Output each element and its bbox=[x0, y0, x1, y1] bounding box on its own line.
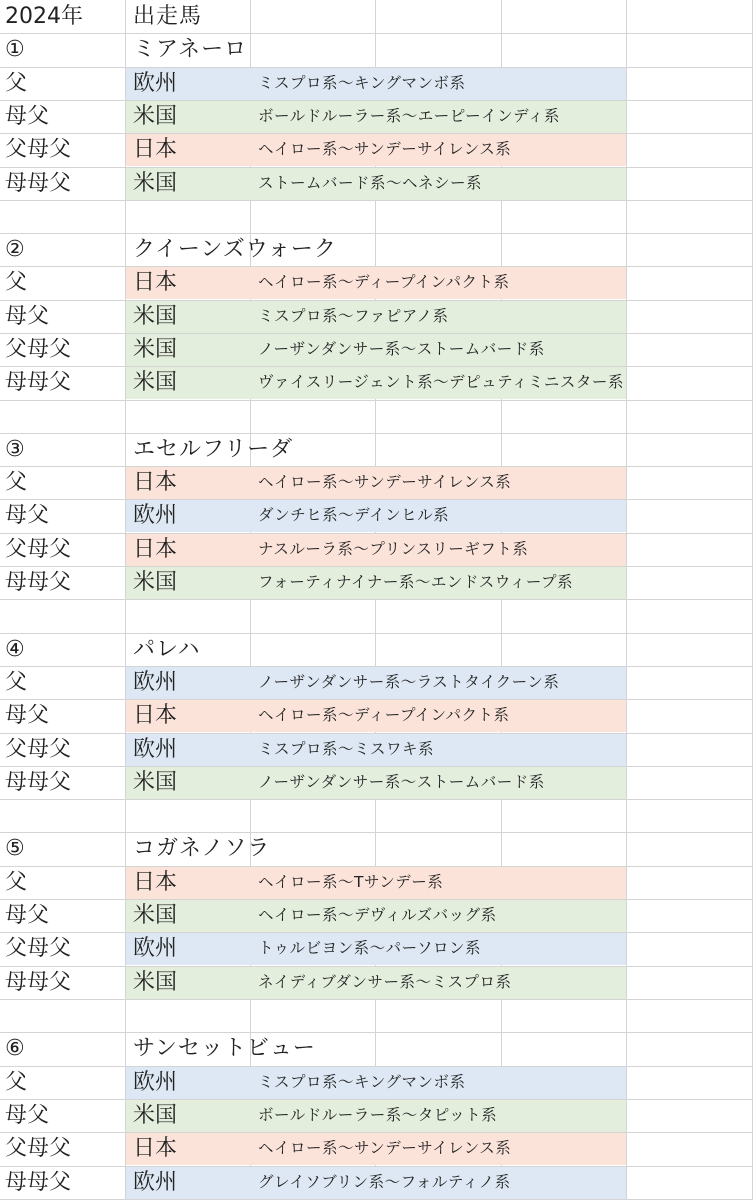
region-cell[interactable]: 米国 bbox=[133, 970, 178, 995]
region-cell[interactable]: 欧州 bbox=[133, 737, 178, 762]
pedigree-role-cell[interactable]: 父母父 bbox=[5, 737, 72, 762]
sire-line-cell[interactable]: ボールドルーラー系〜エーピーインディ系 bbox=[258, 107, 560, 125]
pedigree-row bbox=[0, 1132, 753, 1165]
sire-line-cell[interactable]: フォーティナイナー系〜エンドスウィープ系 bbox=[258, 573, 574, 591]
sire-line-cell[interactable]: ヘイロー系〜ディープインパクト系 bbox=[258, 273, 510, 291]
empty-spacer-row bbox=[0, 999, 753, 1032]
region-cell[interactable]: 米国 bbox=[133, 1103, 178, 1128]
sire-line-cell[interactable]: ヘイロー系〜デヴィルズバッグ系 bbox=[258, 906, 497, 924]
horse-number-cell[interactable]: ③ bbox=[5, 437, 25, 462]
pedigree-row bbox=[0, 966, 753, 999]
horse-name-cell[interactable]: クイーンズウォーク bbox=[133, 237, 337, 262]
year-cell[interactable]: 2024年 bbox=[5, 4, 83, 29]
horse-name-row bbox=[0, 1032, 753, 1065]
horse-name-cell[interactable]: パレハ bbox=[133, 637, 201, 662]
pedigree-row bbox=[0, 167, 753, 200]
pedigree-role-cell[interactable]: 母父 bbox=[5, 903, 50, 928]
empty-spacer-row bbox=[0, 200, 753, 233]
horse-name-cell[interactable]: サンセットビュー bbox=[133, 1036, 316, 1061]
horse-number-cell[interactable]: ② bbox=[5, 237, 25, 262]
pedigree-row bbox=[0, 466, 753, 499]
pedigree-role-cell[interactable]: 母父 bbox=[5, 1103, 50, 1128]
empty-spacer-row bbox=[0, 799, 753, 832]
pedigree-row bbox=[0, 566, 753, 599]
pedigree-row bbox=[0, 699, 753, 732]
pedigree-role-cell[interactable]: 母父 bbox=[5, 503, 50, 528]
pedigree-role-cell[interactable]: 母母父 bbox=[5, 770, 72, 795]
sire-line-cell[interactable]: ストームバード系〜ヘネシー系 bbox=[258, 174, 483, 192]
pedigree-role-cell[interactable]: 父母父 bbox=[5, 1136, 72, 1161]
sire-line-cell[interactable]: ミスプロ系〜ミスワキ系 bbox=[258, 740, 435, 758]
horse-number-cell[interactable]: ⑤ bbox=[5, 836, 25, 861]
pedigree-row bbox=[0, 766, 753, 799]
pedigree-row bbox=[0, 266, 753, 299]
horse-name-cell[interactable]: エセルフリーダ bbox=[133, 437, 294, 462]
empty-spacer-row bbox=[0, 599, 753, 632]
pedigree-row bbox=[0, 333, 753, 366]
region-cell[interactable]: 米国 bbox=[133, 770, 178, 795]
region-cell[interactable]: 欧州 bbox=[133, 503, 178, 528]
sire-line-cell[interactable]: ノーザンダンサー系〜ストームバード系 bbox=[258, 340, 545, 358]
pedigree-row bbox=[0, 499, 753, 532]
pedigree-role-cell[interactable]: 父母父 bbox=[5, 936, 72, 961]
sire-line-cell[interactable]: ヘイロー系〜サンデーサイレンス系 bbox=[258, 1139, 512, 1157]
region-cell[interactable]: 米国 bbox=[133, 171, 178, 196]
pedigree-role-cell[interactable]: 母母父 bbox=[5, 370, 72, 395]
region-cell[interactable]: 欧州 bbox=[133, 71, 178, 96]
sire-line-cell[interactable]: ヘイロー系〜サンデーサイレンス系 bbox=[258, 140, 512, 158]
region-cell[interactable]: 日本 bbox=[133, 1136, 178, 1161]
pedigree-role-cell[interactable]: 母父 bbox=[5, 304, 50, 329]
region-cell[interactable]: 米国 bbox=[133, 903, 178, 928]
pedigree-row bbox=[0, 1099, 753, 1132]
header-row bbox=[0, 0, 753, 33]
pedigree-row bbox=[0, 67, 753, 100]
horse-name-cell[interactable]: コガネノソラ bbox=[133, 836, 271, 861]
pedigree-role-cell[interactable]: 父 bbox=[5, 470, 28, 495]
pedigree-role-cell[interactable]: 父母父 bbox=[5, 137, 72, 162]
region-cell[interactable]: 欧州 bbox=[133, 1070, 178, 1095]
pedigree-row bbox=[0, 866, 753, 899]
region-cell[interactable]: 日本 bbox=[133, 270, 178, 295]
sire-line-cell[interactable]: ヘイロー系〜Tサンデー系 bbox=[258, 873, 444, 891]
sire-line-cell[interactable]: ミスプロ系〜キングマンボ系 bbox=[258, 74, 466, 92]
sire-line-cell[interactable]: ミスプロ系〜ファピアノ系 bbox=[258, 307, 449, 325]
pedigree-row bbox=[0, 533, 753, 566]
horse-name-row bbox=[0, 233, 753, 266]
region-cell[interactable]: 欧州 bbox=[133, 1170, 178, 1195]
sire-line-cell[interactable]: ヘイロー系〜ディープインパクト系 bbox=[258, 706, 510, 724]
pedigree-role-cell[interactable]: 母母父 bbox=[5, 970, 72, 995]
region-cell[interactable]: 欧州 bbox=[133, 936, 178, 961]
pedigree-role-cell[interactable]: 父母父 bbox=[5, 537, 72, 562]
pedigree-row bbox=[0, 1066, 753, 1099]
pedigree-role-cell[interactable]: 母母父 bbox=[5, 171, 72, 196]
sire-line-cell[interactable]: ネイディブダンサー系〜ミスプロ系 bbox=[258, 973, 512, 991]
horse-number-cell[interactable]: ⑥ bbox=[5, 1036, 25, 1061]
horse-number-cell[interactable]: ④ bbox=[5, 637, 25, 662]
pedigree-row bbox=[0, 899, 753, 932]
sire-line-cell[interactable]: ノーザンダンサー系〜ラストタイクーン系 bbox=[258, 673, 560, 691]
horse-number-cell[interactable]: ① bbox=[5, 37, 25, 62]
region-cell[interactable]: 日本 bbox=[133, 870, 178, 895]
region-cell[interactable]: 米国 bbox=[133, 370, 178, 395]
sire-line-cell[interactable]: ナスルーラ系〜プリンスリーギフト系 bbox=[258, 540, 529, 558]
horse-name-cell[interactable]: ミアネーロ bbox=[133, 37, 248, 62]
sire-line-cell[interactable]: ノーザンダンサー系〜ストームバード系 bbox=[258, 773, 545, 791]
sire-line-cell[interactable]: ヘイロー系〜サンデーサイレンス系 bbox=[258, 473, 512, 491]
pedigree-row bbox=[0, 733, 753, 766]
pedigree-role-cell[interactable]: 母母父 bbox=[5, 1170, 72, 1195]
horse-name-row bbox=[0, 832, 753, 865]
pedigree-role-cell[interactable]: 父 bbox=[5, 870, 28, 895]
region-cell[interactable]: 日本 bbox=[133, 470, 178, 495]
region-cell[interactable]: 日本 bbox=[133, 703, 178, 728]
region-cell[interactable]: 米国 bbox=[133, 304, 178, 329]
pedigree-row bbox=[0, 300, 753, 333]
pedigree-role-cell[interactable]: 母母父 bbox=[5, 570, 72, 595]
sire-line-cell[interactable]: ボールドルーラー系〜タピット系 bbox=[258, 1106, 498, 1124]
horse-name-row bbox=[0, 633, 753, 666]
pedigree-role-cell[interactable]: 父 bbox=[5, 270, 28, 295]
pedigree-role-cell[interactable]: 父母父 bbox=[5, 337, 72, 362]
pedigree-row bbox=[0, 100, 753, 133]
pedigree-row bbox=[0, 1166, 753, 1199]
sire-line-cell[interactable]: ダンチヒ系〜デインヒル系 bbox=[258, 506, 450, 524]
sire-line-cell[interactable]: ヴァイスリージェント系〜デピュティミニスター系 bbox=[258, 373, 624, 391]
region-cell[interactable]: 米国 bbox=[133, 337, 178, 362]
sire-line-cell[interactable]: グレイソブリン系〜フォルティノ系 bbox=[258, 1173, 511, 1191]
pedigree-row bbox=[0, 133, 753, 166]
empty-spacer-row bbox=[0, 400, 753, 433]
pedigree-role-cell[interactable]: 父 bbox=[5, 670, 28, 695]
sire-line-cell[interactable]: トゥルビヨン系〜パーソロン系 bbox=[258, 939, 481, 957]
region-cell[interactable]: 日本 bbox=[133, 137, 178, 162]
pedigree-row bbox=[0, 666, 753, 699]
region-cell[interactable]: 米国 bbox=[133, 570, 178, 595]
horse-name-row bbox=[0, 33, 753, 66]
pedigree-row bbox=[0, 932, 753, 965]
pedigree-role-cell[interactable]: 母父 bbox=[5, 703, 50, 728]
region-cell[interactable]: 日本 bbox=[133, 537, 178, 562]
pedigree-row bbox=[0, 366, 753, 399]
pedigree-role-cell[interactable]: 父 bbox=[5, 1070, 28, 1095]
region-cell[interactable]: 欧州 bbox=[133, 670, 178, 695]
region-cell[interactable]: 米国 bbox=[133, 104, 178, 129]
sire-line-cell[interactable]: ミスプロ系〜キングマンボ系 bbox=[258, 1073, 466, 1091]
pedigree-role-cell[interactable]: 母父 bbox=[5, 104, 50, 129]
column-header-cell[interactable]: 出走馬 bbox=[133, 4, 203, 29]
pedigree-role-cell[interactable]: 父 bbox=[5, 71, 28, 96]
horse-name-row bbox=[0, 433, 753, 466]
